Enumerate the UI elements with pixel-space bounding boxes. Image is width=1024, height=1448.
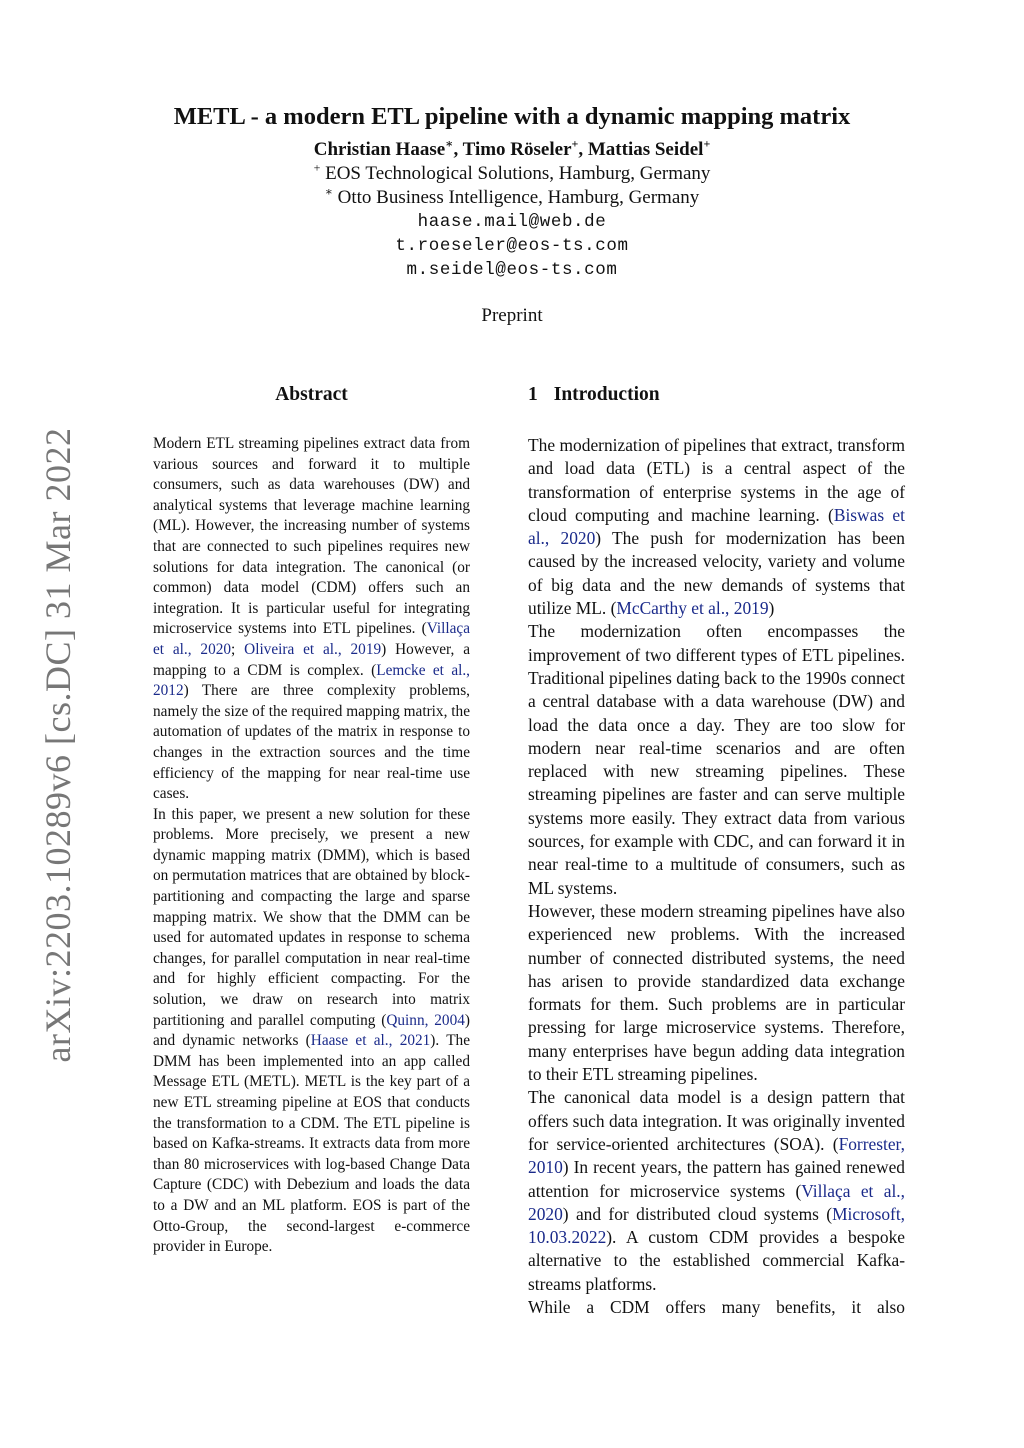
preprint-label: Preprint <box>481 305 543 326</box>
introduction-column <box>528 383 905 1319</box>
author-list: Christian Haase∗, Timo Röseler+, Mattias Seidel+ <box>313 136 711 160</box>
author-name: Timo Röseler <box>462 139 572 160</box>
author-email: m.seidel@eos-ts.com <box>406 260 618 280</box>
body-paragraph: The modernization of pipelines that extract, transform and load data (ETL) is a central aspect of the transformation of enterprise systems in the age of cloud computing and machine learning. (Biswas et al., 2020) The push for modernization has been caused by the increased velocity, variety and volume of big data and the new demands of systems that utilize ML. (McCarthy et al., 2019) <box>528 435 906 619</box>
citation-link[interactable]: Microsoft, 10.03.2022 <box>528 1203 905 1248</box>
citation-link[interactable]: Villaça et al., 2020 <box>153 620 470 658</box>
author-email: haase.mail@web.de <box>417 212 607 232</box>
body-paragraph: However, these modern streaming pipelines have also experienced new problems. With the increased number of connected distributed systems, the need has arisen to provide standardized data exchange formats for them. Such problems are in particular pressing for large microservice systems. Therefore, many enterprises have begun adding data integration to their ETL streaming pipelines. <box>528 900 905 1085</box>
body-paragraph: The modernization often encompasses the improvement of two different types of ETL pipelines. Traditional pipelines dating back to the 1990s connect a central database with a data warehouse (DW) and load the data once a day. They are too slow for modern near real-time scenarios and are often replaced with new streaming pipelines. These streaming pipelines are faster and can serve multiple systems more easily. They extract data from various sources, for example with CDC, and can forward it in near real-time to a multitude of consumers, such as ML systems. <box>528 621 905 898</box>
body-paragraph: While a CDM offers many benefits, it also <box>528 1296 905 1317</box>
citation-link[interactable]: Oliveira et al., 2019 <box>244 640 382 658</box>
abstract-paragraph: Modern ETL streaming pipelines extract data from various sources and forward it to multiple consumers, such as data warehouses (DW) and analytical systems that leverage machine learning (ML). However, the increasing number of systems that are connected to such pipelines requires new solutions for data integration. The canonical (or common) data model (CDM) offers such an integration. It is particular useful for integrating microservice systems into ETL pipelines. (Villaça et al., 2020; Oliveira et al., 2019) However, a mapping to a CDM is complex. (Lemcke et al., 2012) There are three complexity problems, namely the size of the required mapping matrix, the automation of updates of the matrix in response to changes in the extraction sources and the time efficiency of the mapping for near real-time use cases. <box>153 435 471 803</box>
author-name: Christian Haase <box>313 139 446 160</box>
abstract-heading: Abstract <box>275 384 348 405</box>
citation-link[interactable]: Haase et al., 2021 <box>310 1032 431 1050</box>
author-mark: ∗ <box>445 136 454 151</box>
arxiv-identifier: arXiv:2203.10289v6 [cs.DC] 31 Mar 2022 <box>38 427 78 1063</box>
author-name: Mattias Seidel <box>587 139 704 160</box>
section-number: 1 <box>528 384 538 405</box>
author-mark: + <box>571 136 579 151</box>
author-email: t.roeseler@eos-ts.com <box>395 236 629 256</box>
citation-link[interactable]: Biswas et al., 2020 <box>528 504 905 549</box>
affiliation-text: Otto Business Intelligence, Hamburg, Germany <box>337 187 700 208</box>
introduction-body <box>528 434 905 1319</box>
body-paragraph: The canonical data model is a design pattern that offers such data integration. It was originally invented for service-oriented architectures (SOA). (Forrester, 2010) In recent years, the pattern has gained renewed attention for microservice systems (Villaça et al., 2020) and for distributed cloud systems (Microsoft, 10.03.2022). A custom CDM provides a bespoke alternative to the established commercial Kafka-streams platforms. <box>528 1087 905 1294</box>
citation-link[interactable]: Quinn, 2004 <box>386 1011 465 1029</box>
author-mark: + <box>703 136 711 151</box>
citation-link[interactable]: Forrester, 2010 <box>528 1133 905 1178</box>
affiliation-mark: ∗ <box>324 184 333 199</box>
paper-header <box>0 100 1024 328</box>
citation-link[interactable]: Villaça et al., 2020 <box>528 1180 905 1224</box>
citation-link[interactable]: McCarthy et al., 2019 <box>616 598 769 619</box>
section-title: Introduction <box>553 384 660 405</box>
affiliation-text: EOS Technological Solutions, Hamburg, Germany <box>325 163 711 184</box>
citation-link[interactable]: Lemcke et al., 2012 <box>153 661 471 700</box>
section-heading <box>528 383 905 407</box>
affiliation <box>0 162 1024 186</box>
paper-title: METL - a modern ETL pipeline with a dynamic mapping matrix <box>173 103 851 130</box>
abstract-paragraph: In this paper, we present a new solution for these problems. More precisely, we present a new dynamic mapping matrix (DMM), which is based on permutation matrices that are obtained by block-partitioning and compacting the large and sparse mapping matrix. We show that the DMM can be used for automated updates in response to schema changes, for parallel computation in near real-time and for highly efficient compacting. For the solution, we draw on research into matrix partitioning and parallel computing (Quinn, 2004) and dynamic networks (Haase et al., 2021). The DMM has been implemented into an app called Message ETL (METL). METL is the key part of a new ETL streaming pipeline at EOS that conducts the transformation to a CDM. The ETL pipeline is based on Kafka-streams. It extracts data from more than 80 microservices with log-based Change Data Capture (CDC) with Debezium and loads the data to a DW and an ML platform. EOS is part of the Otto-Group, the second-largest e-commerce provider in Europe. <box>153 805 470 1256</box>
affiliation-mark: + <box>313 160 321 175</box>
abstract-body <box>153 434 470 1258</box>
affiliation <box>0 186 1024 210</box>
abstract-column <box>153 383 470 1258</box>
